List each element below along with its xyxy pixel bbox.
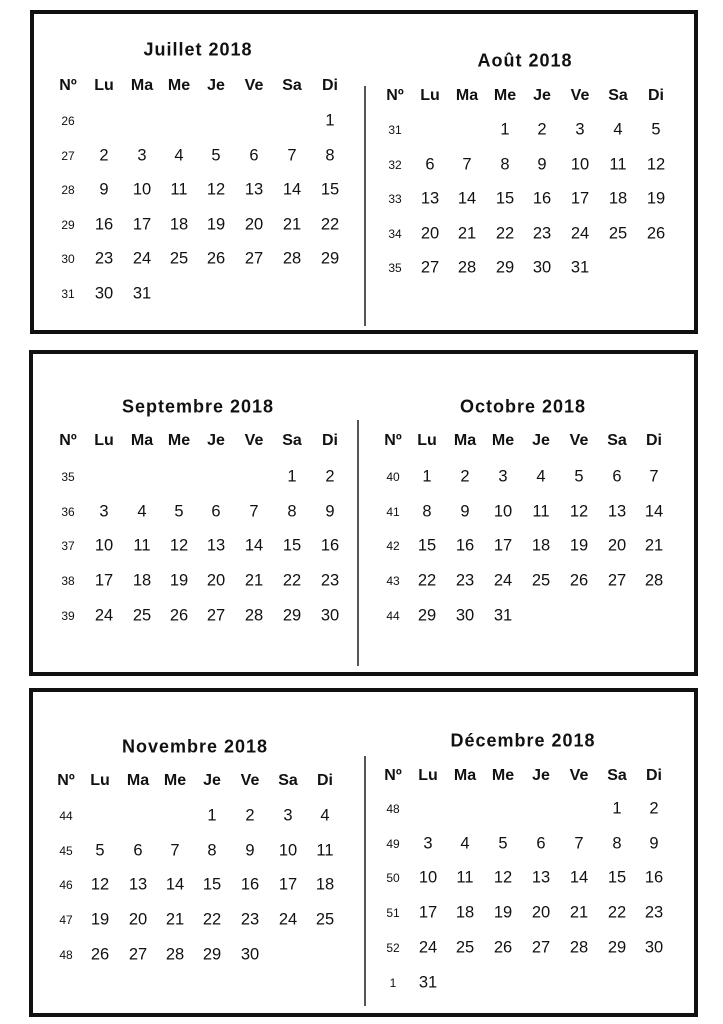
day-cell: 29 bbox=[495, 258, 515, 277]
day-cell: 29 bbox=[320, 249, 340, 268]
day-cell: 1 bbox=[422, 467, 432, 486]
day-cell: 30 bbox=[94, 284, 114, 303]
day-cell: 25 bbox=[455, 938, 475, 957]
day-cell: 26 bbox=[169, 606, 189, 625]
weekday-header: Lu bbox=[418, 767, 438, 784]
day-cell: 27 bbox=[206, 606, 226, 625]
day-cell: 10 bbox=[132, 180, 152, 199]
week-number: 40 bbox=[386, 470, 400, 484]
day-cell: 29 bbox=[417, 606, 437, 625]
day-cell: 21 bbox=[569, 903, 589, 922]
day-cell: 29 bbox=[607, 938, 627, 957]
week-number: 41 bbox=[386, 504, 400, 519]
week-number: 44 bbox=[59, 809, 73, 823]
weekday-header: Je bbox=[533, 87, 551, 104]
day-cell: 7 bbox=[574, 834, 584, 853]
day-cell: 1 bbox=[287, 467, 297, 486]
weekday-header: Ve bbox=[244, 77, 264, 94]
week-number: 46 bbox=[59, 878, 73, 893]
day-cell: 22 bbox=[495, 224, 515, 243]
week-number: 27 bbox=[61, 148, 75, 163]
weekday-header: Ve bbox=[569, 432, 589, 449]
weekday-header: Je bbox=[532, 767, 550, 784]
day-cell: 21 bbox=[457, 224, 477, 243]
week-number: 37 bbox=[61, 539, 75, 554]
day-cell: 5 bbox=[574, 467, 584, 486]
day-cell: 20 bbox=[206, 571, 226, 590]
week-number: 47 bbox=[59, 913, 73, 928]
week-number: 31 bbox=[61, 287, 75, 301]
day-cell: 14 bbox=[244, 536, 264, 555]
day-cell: 7 bbox=[249, 502, 259, 521]
day-cell: 28 bbox=[457, 258, 477, 277]
week-number: 36 bbox=[61, 504, 75, 519]
day-cell: 22 bbox=[320, 215, 340, 234]
week-number: 26 bbox=[61, 114, 75, 128]
day-cell: 16 bbox=[320, 536, 340, 555]
day-cell: 14 bbox=[644, 502, 664, 521]
day-cell: 10 bbox=[493, 502, 513, 521]
day-cell: 11 bbox=[609, 155, 627, 174]
day-cell: 2 bbox=[537, 120, 547, 139]
column-divider bbox=[364, 86, 366, 326]
day-cell: 14 bbox=[165, 875, 185, 894]
day-cell: 24 bbox=[278, 910, 298, 929]
day-cell: 12 bbox=[169, 536, 189, 555]
week-number: 35 bbox=[61, 470, 75, 484]
day-cell: 4 bbox=[137, 502, 147, 521]
day-cell: 13 bbox=[206, 536, 226, 555]
week-number: 32 bbox=[388, 157, 402, 172]
day-cell: 26 bbox=[569, 571, 589, 590]
day-cell: 24 bbox=[418, 938, 438, 957]
day-cell: 26 bbox=[646, 224, 666, 243]
day-cell: 4 bbox=[613, 120, 623, 139]
day-cell: 9 bbox=[245, 841, 255, 860]
week-number: 45 bbox=[59, 843, 73, 858]
weekday-header: Sa bbox=[282, 77, 302, 94]
week-number: 51 bbox=[386, 906, 400, 921]
month-title: Septembre 2018 bbox=[121, 396, 275, 417]
day-cell: 10 bbox=[94, 536, 114, 555]
day-cell: 26 bbox=[493, 938, 513, 957]
day-cell: 23 bbox=[94, 249, 114, 268]
weekday-header: Di bbox=[322, 432, 338, 449]
weekday-header: Me bbox=[491, 767, 515, 784]
day-cell: 21 bbox=[644, 536, 664, 555]
day-cell: 23 bbox=[320, 571, 340, 590]
day-cell: 2 bbox=[460, 467, 470, 486]
week-number: 49 bbox=[386, 836, 400, 851]
week-number: 52 bbox=[386, 940, 400, 955]
day-cell: 17 bbox=[493, 536, 513, 555]
weekday-header: Ma bbox=[453, 432, 477, 449]
day-cell: 16 bbox=[455, 536, 475, 555]
day-cell: 15 bbox=[320, 180, 340, 199]
day-cell: 17 bbox=[570, 189, 590, 208]
weekday-header: Di bbox=[646, 767, 662, 784]
day-cell: 18 bbox=[132, 571, 152, 590]
day-cell: 20 bbox=[244, 215, 264, 234]
weekday-header: Lu bbox=[417, 432, 437, 449]
weekday-header: Ma bbox=[130, 77, 154, 94]
day-cell: 12 bbox=[493, 868, 513, 887]
day-cell: 15 bbox=[495, 189, 515, 208]
weekday-header: Me bbox=[491, 432, 515, 449]
day-cell: 3 bbox=[99, 502, 109, 521]
day-cell: 18 bbox=[455, 903, 475, 922]
day-cell: 23 bbox=[455, 571, 475, 590]
week-number: 42 bbox=[386, 539, 400, 554]
day-cell: 25 bbox=[132, 606, 152, 625]
day-cell: 9 bbox=[537, 155, 547, 174]
day-cell: 30 bbox=[644, 938, 664, 957]
day-cell: 10 bbox=[278, 841, 298, 860]
column-divider bbox=[357, 420, 359, 666]
month-title: Août 2018 bbox=[477, 50, 573, 71]
day-cell: 2 bbox=[649, 799, 659, 818]
day-cell: 22 bbox=[282, 571, 302, 590]
day-cell: 17 bbox=[94, 571, 114, 590]
day-cell: 11 bbox=[316, 841, 334, 860]
day-cell: 25 bbox=[315, 910, 335, 929]
day-cell: 28 bbox=[244, 606, 264, 625]
weekday-header: Lu bbox=[94, 432, 114, 449]
day-cell: 6 bbox=[249, 146, 259, 165]
week-number-header: Nº bbox=[59, 77, 77, 94]
day-cell: 4 bbox=[320, 806, 330, 825]
weekday-header: Di bbox=[317, 772, 333, 789]
day-cell: 2 bbox=[245, 806, 255, 825]
day-cell: 12 bbox=[206, 180, 226, 199]
day-cell: 26 bbox=[90, 945, 110, 964]
day-cell: 3 bbox=[137, 146, 147, 165]
day-cell: 30 bbox=[320, 606, 340, 625]
day-cell: 22 bbox=[607, 903, 627, 922]
week-number: 33 bbox=[388, 192, 402, 207]
day-cell: 8 bbox=[422, 502, 432, 521]
day-cell: 20 bbox=[420, 224, 440, 243]
day-cell: 1 bbox=[325, 111, 335, 130]
day-cell: 7 bbox=[170, 841, 180, 860]
day-cell: 19 bbox=[569, 536, 589, 555]
day-cell: 23 bbox=[240, 910, 260, 929]
day-cell: 4 bbox=[536, 467, 546, 486]
day-cell: 19 bbox=[206, 215, 226, 234]
week-number: 48 bbox=[386, 802, 400, 816]
day-cell: 24 bbox=[132, 249, 152, 268]
day-cell: 20 bbox=[607, 536, 627, 555]
day-cell: 16 bbox=[644, 868, 664, 887]
day-cell: 15 bbox=[202, 875, 222, 894]
weekday-header: Ma bbox=[453, 767, 477, 784]
day-cell: 6 bbox=[133, 841, 143, 860]
day-cell: 8 bbox=[287, 502, 297, 521]
column-divider bbox=[364, 756, 366, 1006]
day-cell: 28 bbox=[569, 938, 589, 957]
weekday-header: Lu bbox=[90, 772, 110, 789]
day-cell: 15 bbox=[607, 868, 627, 887]
day-cell: 20 bbox=[531, 903, 551, 922]
day-cell: 21 bbox=[244, 571, 264, 590]
day-cell: 12 bbox=[90, 875, 110, 894]
day-cell: 8 bbox=[325, 146, 335, 165]
day-cell: 8 bbox=[500, 155, 510, 174]
week-number: 43 bbox=[386, 574, 400, 589]
weekday-header: Ve bbox=[240, 772, 260, 789]
day-cell: 29 bbox=[202, 945, 222, 964]
day-cell: 3 bbox=[575, 120, 585, 139]
day-cell: 31 bbox=[570, 258, 590, 277]
day-cell: 15 bbox=[282, 536, 302, 555]
day-cell: 5 bbox=[651, 120, 661, 139]
day-cell: 3 bbox=[283, 806, 293, 825]
day-cell: 15 bbox=[417, 536, 437, 555]
day-cell: 24 bbox=[493, 571, 513, 590]
weekday-header: Me bbox=[167, 432, 191, 449]
day-cell: 25 bbox=[608, 224, 628, 243]
day-cell: 13 bbox=[607, 502, 627, 521]
weekday-header: Di bbox=[322, 77, 338, 94]
weekday-header: Sa bbox=[607, 432, 627, 449]
day-cell: 23 bbox=[644, 903, 664, 922]
day-cell: 29 bbox=[282, 606, 302, 625]
weekday-header: Sa bbox=[282, 432, 302, 449]
day-cell: 1 bbox=[612, 799, 622, 818]
month-title: Octobre 2018 bbox=[459, 396, 587, 417]
day-cell: 28 bbox=[282, 249, 302, 268]
day-cell: 17 bbox=[132, 215, 152, 234]
day-cell: 26 bbox=[206, 249, 226, 268]
day-cell: 24 bbox=[570, 224, 590, 243]
day-cell: 16 bbox=[94, 215, 114, 234]
day-cell: 31 bbox=[418, 973, 438, 991]
day-cell: 11 bbox=[133, 536, 151, 555]
day-cell: 21 bbox=[165, 910, 185, 929]
week-number: 35 bbox=[388, 261, 402, 276]
day-cell: 9 bbox=[460, 502, 470, 521]
day-cell: 27 bbox=[607, 571, 627, 590]
day-cell: 28 bbox=[165, 945, 185, 964]
day-cell: 24 bbox=[94, 606, 114, 625]
day-cell: 27 bbox=[128, 945, 148, 964]
day-cell: 21 bbox=[282, 215, 302, 234]
week-number: 50 bbox=[386, 871, 400, 886]
day-cell: 27 bbox=[531, 938, 551, 957]
weekday-header: Ma bbox=[455, 87, 479, 104]
weekday-header: Je bbox=[207, 77, 225, 94]
week-number: 28 bbox=[61, 183, 75, 198]
weekday-header: Di bbox=[646, 432, 662, 449]
day-cell: 14 bbox=[282, 180, 302, 199]
month-title: Juillet 2018 bbox=[143, 39, 253, 60]
weekday-header: Me bbox=[493, 87, 517, 104]
day-cell: 13 bbox=[420, 189, 440, 208]
day-cell: 18 bbox=[315, 875, 335, 894]
day-cell: 4 bbox=[460, 834, 470, 853]
month-title: Novembre 2018 bbox=[121, 736, 269, 757]
day-cell: 25 bbox=[531, 571, 551, 590]
day-cell: 6 bbox=[211, 502, 221, 521]
weekday-header: Je bbox=[532, 432, 550, 449]
day-cell: 11 bbox=[456, 868, 474, 887]
day-cell: 2 bbox=[99, 146, 109, 165]
day-cell: 19 bbox=[646, 189, 666, 208]
week-number: 39 bbox=[61, 608, 75, 623]
day-cell: 16 bbox=[532, 189, 552, 208]
day-cell: 14 bbox=[457, 189, 477, 208]
weekday-header: Lu bbox=[420, 87, 440, 104]
week-number: 34 bbox=[388, 226, 402, 241]
day-cell: 7 bbox=[462, 155, 472, 174]
day-cell: 19 bbox=[90, 910, 110, 929]
week-number-header: Nº bbox=[57, 772, 75, 789]
day-cell: 8 bbox=[612, 834, 622, 853]
weekday-header: Ma bbox=[126, 772, 150, 789]
week-number-header: Nº bbox=[59, 432, 77, 449]
day-cell: 1 bbox=[207, 806, 217, 825]
week-number: 29 bbox=[61, 217, 75, 232]
day-cell: 18 bbox=[169, 215, 189, 234]
day-cell: 9 bbox=[649, 834, 659, 853]
day-cell: 16 bbox=[240, 875, 260, 894]
weekday-header: Di bbox=[648, 87, 664, 104]
day-cell: 5 bbox=[498, 834, 508, 853]
weekday-header: Lu bbox=[94, 77, 114, 94]
day-cell: 11 bbox=[532, 502, 550, 521]
day-cell: 6 bbox=[536, 834, 546, 853]
day-cell: 1 bbox=[500, 120, 510, 139]
day-cell: 5 bbox=[211, 146, 221, 165]
day-cell: 17 bbox=[418, 903, 438, 922]
day-cell: 27 bbox=[420, 258, 440, 277]
day-cell: 19 bbox=[493, 903, 513, 922]
day-cell: 18 bbox=[531, 536, 551, 555]
day-cell: 3 bbox=[423, 834, 433, 853]
weekday-header: Ma bbox=[130, 432, 154, 449]
day-cell: 8 bbox=[207, 841, 217, 860]
week-number: 48 bbox=[59, 947, 73, 962]
day-cell: 28 bbox=[644, 571, 664, 590]
weekday-header: Sa bbox=[608, 87, 628, 104]
week-number: 38 bbox=[61, 574, 75, 589]
day-cell: 31 bbox=[493, 606, 513, 625]
day-cell: 3 bbox=[498, 467, 508, 486]
day-cell: 9 bbox=[325, 502, 335, 521]
weekday-header: Me bbox=[163, 772, 187, 789]
day-cell: 9 bbox=[99, 180, 109, 199]
day-cell: 7 bbox=[649, 467, 659, 486]
day-cell: 6 bbox=[425, 155, 435, 174]
weekday-header: Ve bbox=[244, 432, 264, 449]
weekday-header: Ve bbox=[569, 767, 589, 784]
weekday-header: Sa bbox=[278, 772, 298, 789]
weekday-header: Je bbox=[203, 772, 221, 789]
day-cell: 27 bbox=[244, 249, 264, 268]
week-number: 31 bbox=[388, 123, 402, 137]
week-number: 1 bbox=[389, 975, 397, 990]
day-cell: 25 bbox=[169, 249, 189, 268]
day-cell: 6 bbox=[612, 467, 622, 486]
day-cell: 7 bbox=[287, 146, 297, 165]
day-cell: 30 bbox=[532, 258, 552, 277]
day-cell: 22 bbox=[417, 571, 437, 590]
day-cell: 5 bbox=[95, 841, 105, 860]
day-cell: 30 bbox=[240, 945, 260, 964]
day-cell: 12 bbox=[569, 502, 589, 521]
week-number-header: Nº bbox=[384, 767, 402, 784]
weekday-header: Ve bbox=[570, 87, 590, 104]
day-cell: 11 bbox=[170, 180, 188, 199]
day-cell: 19 bbox=[169, 571, 189, 590]
week-number: 30 bbox=[61, 252, 75, 267]
weekday-header: Je bbox=[207, 432, 225, 449]
day-cell: 13 bbox=[128, 875, 148, 894]
day-cell: 14 bbox=[569, 868, 589, 887]
day-cell: 13 bbox=[531, 868, 551, 887]
day-cell: 12 bbox=[646, 155, 666, 174]
month-title: Décembre 2018 bbox=[450, 730, 596, 751]
day-cell: 31 bbox=[132, 284, 152, 303]
day-cell: 5 bbox=[174, 502, 184, 521]
week-number-header: Nº bbox=[384, 432, 402, 449]
day-cell: 17 bbox=[278, 875, 298, 894]
day-cell: 10 bbox=[418, 868, 438, 887]
day-cell: 13 bbox=[244, 180, 264, 199]
weekday-header: Sa bbox=[607, 767, 627, 784]
day-cell: 18 bbox=[608, 189, 628, 208]
week-number: 44 bbox=[386, 608, 400, 623]
day-cell: 2 bbox=[325, 467, 335, 486]
day-cell: 4 bbox=[174, 146, 184, 165]
day-cell: 20 bbox=[128, 910, 148, 929]
day-cell: 22 bbox=[202, 910, 222, 929]
day-cell: 23 bbox=[532, 224, 552, 243]
day-cell: 30 bbox=[455, 606, 475, 625]
week-number-header: Nº bbox=[386, 87, 404, 104]
day-cell: 10 bbox=[570, 155, 590, 174]
weekday-header: Me bbox=[167, 77, 191, 94]
